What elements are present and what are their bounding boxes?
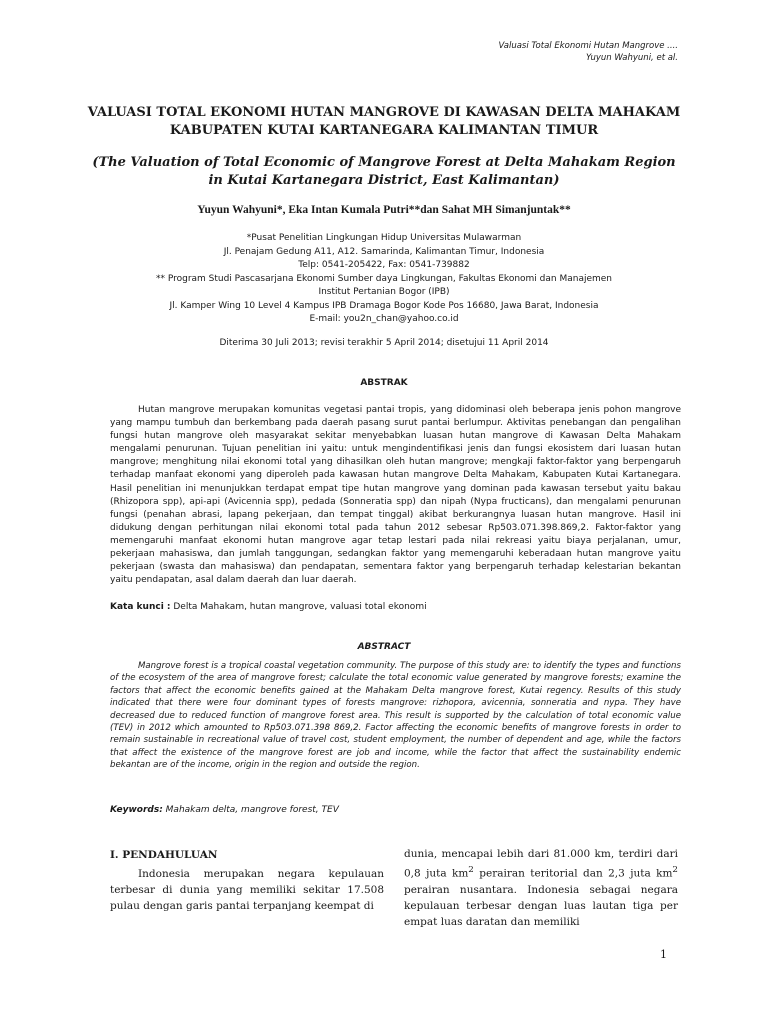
affiliation-line: Telp: 0541-205422, Fax: 0541-739882 (298, 260, 470, 270)
submission-dates: Diterima 30 Juli 2013; revisi terakhir 5 April 2014; disetujui 11 April 2014 (219, 338, 549, 348)
abstract-heading: ABSTRACT (357, 642, 411, 652)
running-head (498, 40, 678, 64)
kata-kunci-label: Kata kunci : (110, 602, 171, 612)
paper-title-english (70, 154, 698, 190)
superscript: 2 (672, 865, 678, 875)
affiliation-line: Jl. Kamper Wing 10 Level 4 Kampus IPB Dramaga Bogor Kode Pos 16680, Jawa Barat, Indonesia (169, 300, 599, 311)
body-text: perairan nusantara. Indonesia sebagai negara kepulauan terbesar dengan luas lautan tiga per empat luas daratan dan memiliki (404, 883, 678, 928)
paper-title (70, 104, 698, 140)
author-list: Yuyun Wahyuni*, Eka Intan Kumala Putri**dan Sahat MH Simanjuntak** (197, 204, 571, 216)
affiliations (70, 232, 698, 327)
page-number: 1 (660, 948, 667, 961)
body-text: dunia, mencapai lebih dari 81.000 km, terdiri dari 0,8 juta km (404, 848, 678, 880)
superscript: 2 (468, 865, 474, 875)
abstract-body: Mangrove forest is a tropical coastal vegetation community. The purpose of this study are: to identify the types and functions of the ecosystem of the area of mangrove forest; calculate the total economic value generated by mangrove forests; examine the factors that affect the economic benefits gained at the Mahakam Delta mangrove forest, Kutai regency. Results of this study indicated that there were four dominant types of forests mangrove: rizhopora, avicennia, sonneratia and nypa. They have decreased due to reduced function of mangrove forest area. This result is supported by the calculation of total economic value (TEV) in 2012 which amounted to Rp503.071.398 869,2. Factor affecting the economic benefits of mangrove forests in order to remain sustainable in recreational value of travel cost, student employment, the number of dependent and age, while the factors that affect the existence of the mangrove forest are job and income, while the factor that affect the sustainability endemic bekantan are of the income, origin in the region and outside the region. (110, 661, 681, 771)
affiliation-line: *Pusat Penelitian Lingkungan Hidup Universitas Mulawarman (246, 233, 522, 243)
body-text: perairan teritorial dan 2,3 juta km (473, 867, 673, 880)
abstrak-body: Hutan mangrove merupakan komunitas vegetasi pantai tropis, yang didominasi oleh beberapa jenis pohon mangrove yang mampu tumbuh dan berkembang pada daerah pasang surut pantai berlumpur. Aktivitas penebangan dan pengalihan fungsi hutan mangrove oleh masyarakat sekitar menyebabkan luasan hutan mangrove di Kawasan Delta Mahakam mengalami penurunan. Tujuan penelitian ini yaitu: untuk mengindentifikasi jenis dan fungsi ekosistem dari luasan hutan mangrove; menghitung nilai ekonomi total yang dihasilkan oleh hutan mangrove; mengkaji faktor-faktor yang berpengaruh terhadap manfaat ekonomi yang diperoleh pada kawasan hutan mangrove Delta Mahakam, Kabupaten Kutai Kartanegara. Hasil penelitian ini menunjukkan terdapat empat tipe hutan mangrove yang dominan pada kawasan tersebut yaitu bakau (Rhizopora spp), api-api (Avicennia spp), pedada (Sonneratia spp) dan nipah (Nypa fructicans), dan mengalami penurunan fungsi (penahan abrasi, lapang pekerjaan, dan tempat tinggal) akibat berkurangnya luasan hutan mangrove. Hasil ini didukung dengan perhitungan nilai ekonomi total pada tahun 2012 sebesar Rp503.071.398.869,2. Faktor-faktor yang memengaruhi manfaat ekonomi hutan mangrove agar tetap lestari pada nilai rekreasi yaitu biaya perjalanan, umur, pekerjaan mahasiswa, dan jumlah tanggungan, sedangkan faktor yang memengaruhi keberadaan hutan mangrove yaitu pekerjaan (swasta dan mahasiswa) dan pendapatan, sementara faktor yang berpengaruh terhadap kelestarian bekantan yaitu pendapatan, asal dalam daerah dan luar daerah. (110, 405, 681, 586)
affiliation-line: Jl. Penajam Gedung A11, A12. Samarinda, Kalimantan Timur, Indonesia (223, 246, 545, 257)
kata-kunci (110, 601, 681, 614)
running-head-title: Valuasi Total Ekonomi Hutan Mangrove .... (498, 41, 678, 51)
affiliation-line: ** Program Studi Pascasarjana Ekonomi Sumber daya Lingkungan, Fakultas Ekonomi dan Manajemen (155, 273, 613, 284)
paper-title-line-2: KABUPATEN KUTAI KARTANEGARA KALIMANTAN TIMUR (169, 123, 599, 138)
keywords-label: Keywords: (110, 805, 163, 815)
body-column-right (404, 846, 678, 930)
abstrak-heading: ABSTRAK (360, 378, 408, 388)
affiliation-email: E-mail: you2n_chan@yahoo.co.id (309, 314, 459, 324)
affiliation-line: Institut Pertanian Bogor (IPB) (318, 287, 450, 297)
paper-title-line-1: VALUASI TOTAL EKONOMI HUTAN MANGROVE DI KAWASAN DELTA MAHAKAM (87, 105, 681, 120)
body-column-left: Indonesia merupakan negara kepulauan terbesar di dunia yang memiliki sekitar 17.508 pulau dengan garis pantai terpanjang keempat di (110, 868, 384, 912)
keywords (110, 804, 681, 817)
running-head-authors: Yuyun Wahyuni, et al. (586, 53, 678, 63)
section-heading-pendahuluan: I. PENDAHULUAN (110, 849, 218, 861)
keywords-text: Mahakam delta, mangrove forest, TEV (162, 805, 339, 815)
paper-title-english-line-1: (The Valuation of Total Economic of Mangrove Forest at Delta Mahakam Region (92, 155, 676, 170)
paper-title-english-line-2: in Kutai Kartanegara District, East Kalimantan) (208, 173, 560, 188)
kata-kunci-text: Delta Mahakam, hutan mangrove, valuasi total ekonomi (170, 602, 427, 612)
